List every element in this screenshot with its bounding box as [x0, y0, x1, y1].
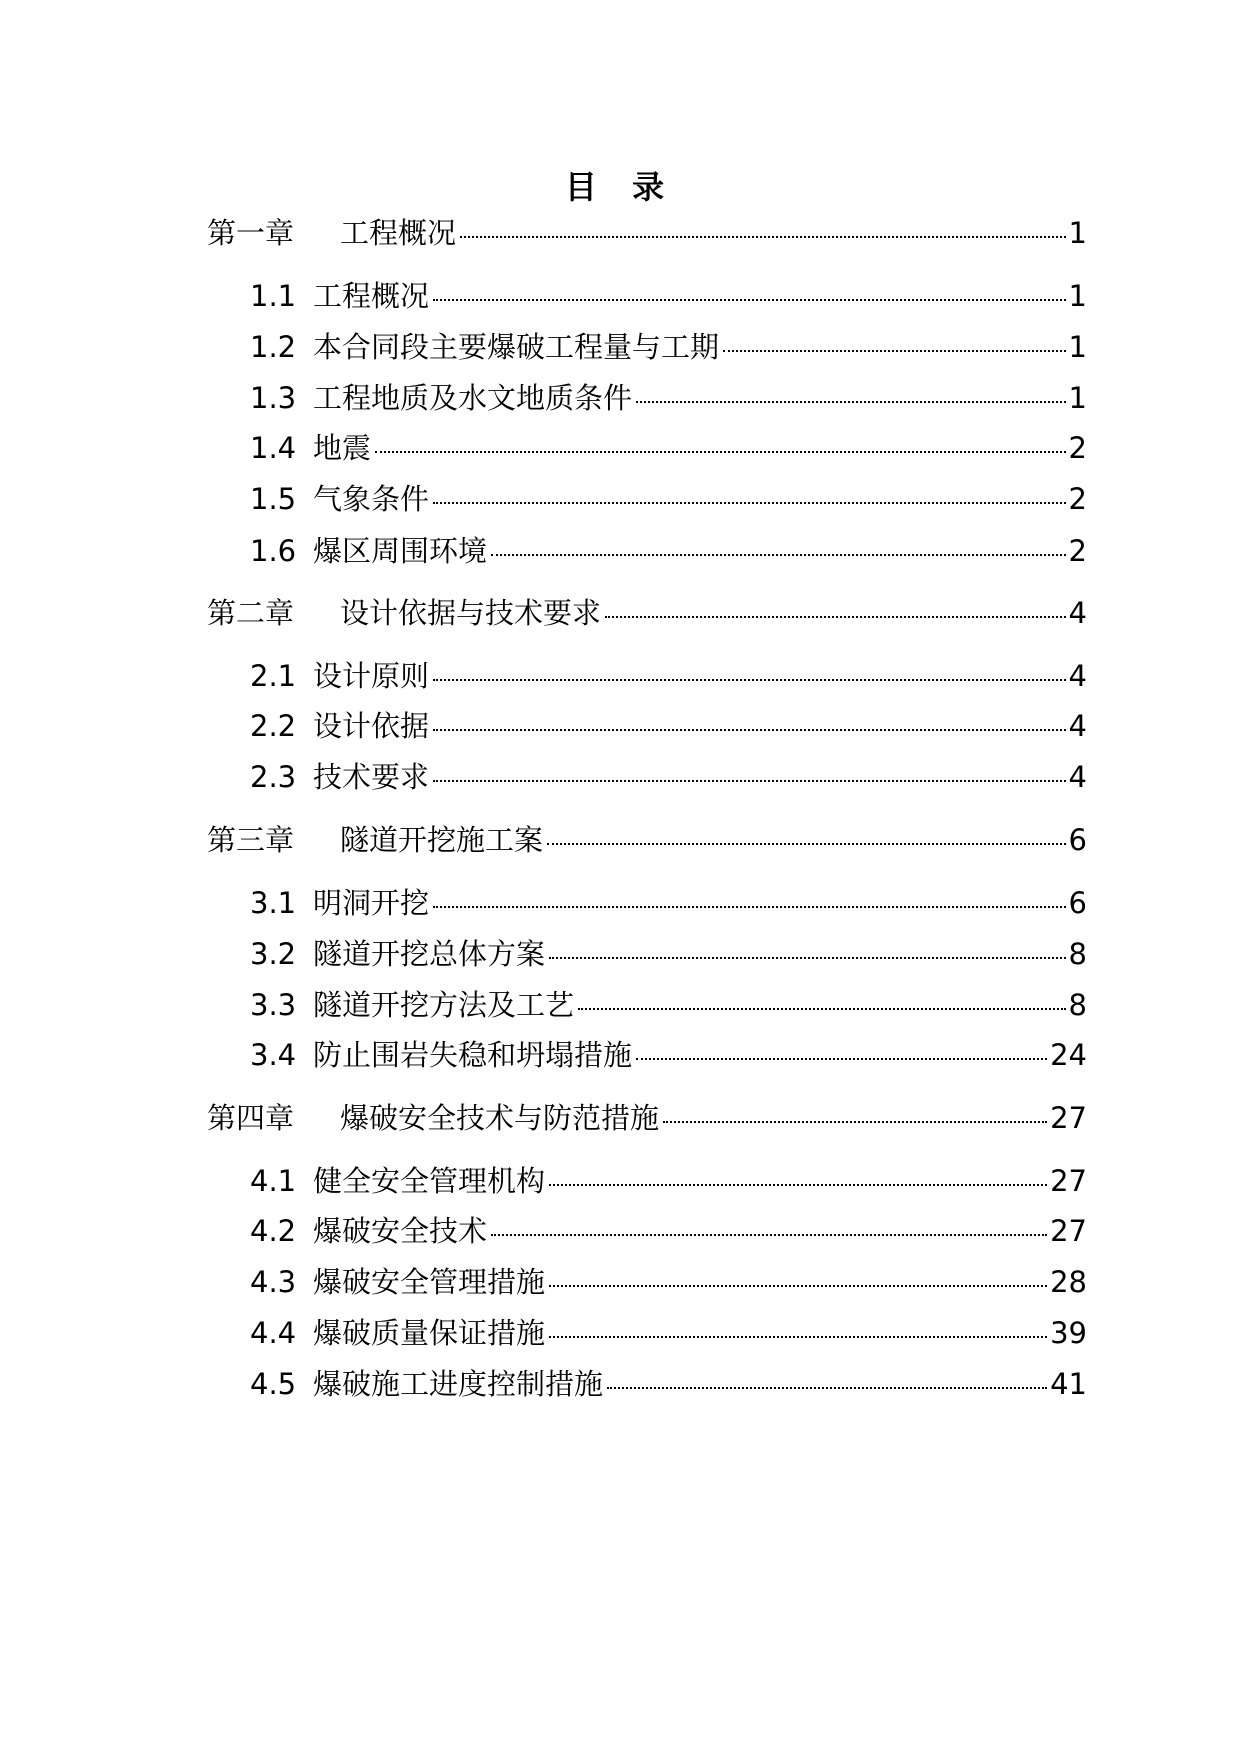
toc-dot-leader	[636, 401, 1066, 403]
toc-entry-label: 设计依据与技术要求	[340, 596, 602, 630]
toc-entry-number: 3.1	[250, 886, 297, 920]
toc-section-entry[interactable]	[250, 479, 1087, 519]
toc-section-entry[interactable]	[250, 1313, 1087, 1353]
toc-entry-page-number: 8	[1068, 937, 1087, 971]
toc-dot-leader	[607, 1387, 1047, 1389]
toc-entry-label: 爆破安全技术与防范措施	[340, 1101, 660, 1135]
toc-entry-number: 4.3	[250, 1265, 297, 1299]
toc-entry-page-number: 2	[1068, 431, 1087, 465]
toc-entry-page-number: 4	[1068, 596, 1087, 630]
toc-entry-label: 隧道开挖施工案	[340, 823, 544, 857]
toc-entry-page-number: 28	[1050, 1265, 1087, 1299]
toc-entry-label: 防止围岩失稳和坍塌措施	[313, 1038, 633, 1072]
toc-entry-label: 健全安全管理机构	[313, 1164, 546, 1198]
toc-dot-leader	[723, 350, 1066, 352]
toc-section-entry[interactable]	[250, 1161, 1087, 1201]
toc-section-entry[interactable]	[250, 276, 1087, 316]
toc-dot-leader	[605, 616, 1066, 618]
toc-entry-number: 第一章	[207, 216, 295, 250]
toc-entry-page-number: 1	[1068, 330, 1087, 364]
toc-entry-label: 爆破施工进度控制措施	[313, 1367, 604, 1401]
toc-dot-leader	[460, 236, 1066, 238]
toc-entry-number: 1.1	[250, 279, 297, 313]
toc-entry-number: 1.3	[250, 381, 297, 415]
toc-entry-number: 第二章	[207, 596, 295, 630]
toc-entry-page-number: 27	[1050, 1164, 1087, 1198]
toc-chapter-entry[interactable]	[207, 213, 1087, 253]
toc-entry-number: 4.4	[250, 1316, 297, 1350]
toc-entry-label: 技术要求	[313, 760, 430, 794]
toc-dot-leader	[578, 1008, 1066, 1010]
toc-entry-label: 设计原则	[313, 659, 430, 693]
toc-dot-leader	[433, 729, 1066, 731]
toc-dot-leader	[636, 1058, 1047, 1060]
toc-entry-number: 第三章	[207, 823, 295, 857]
toc-entry-page-number: 2	[1068, 534, 1087, 568]
toc-section-entry[interactable]	[250, 656, 1087, 696]
toc-dot-leader	[547, 843, 1066, 845]
toc-section-entry[interactable]	[250, 883, 1087, 923]
toc-entry-page-number: 24	[1050, 1038, 1087, 1072]
toc-entry-number: 第四章	[207, 1101, 295, 1135]
toc-entry-number: 2.1	[250, 659, 297, 693]
toc-entry-page-number: 6	[1068, 823, 1087, 857]
toc-dot-leader	[433, 780, 1066, 782]
toc-entry-number: 1.6	[250, 534, 297, 568]
toc-entry-page-number: 2	[1068, 482, 1087, 516]
toc-section-entry[interactable]	[250, 985, 1087, 1025]
toc-section-entry[interactable]	[250, 934, 1087, 974]
toc-section-entry[interactable]	[250, 428, 1087, 468]
toc-section-entry[interactable]	[250, 1035, 1087, 1075]
toc-entry-page-number: 1	[1068, 216, 1087, 250]
toc-entry-page-number: 6	[1068, 886, 1087, 920]
toc-entry-label: 气象条件	[313, 482, 430, 516]
toc-entry-number: 4.1	[250, 1164, 297, 1198]
toc-chapter-entry[interactable]	[207, 593, 1087, 633]
toc-entry-number: 2.2	[250, 709, 297, 743]
toc-entry-number: 2.3	[250, 760, 297, 794]
toc-dot-leader	[549, 1285, 1047, 1287]
toc-entry-number: 1.5	[250, 482, 297, 516]
toc-section-entry[interactable]	[250, 1262, 1087, 1302]
toc-entry-page-number: 1	[1068, 381, 1087, 415]
toc-entry-label: 爆破质量保证措施	[313, 1316, 546, 1350]
toc-entry-number: 1.2	[250, 330, 297, 364]
toc-section-entry[interactable]	[250, 706, 1087, 746]
toc-dot-leader	[433, 299, 1066, 301]
toc-entry-page-number: 4	[1068, 760, 1087, 794]
toc-entry-label: 设计依据	[313, 709, 430, 743]
toc-entry-label: 本合同段主要爆破工程量与工期	[313, 330, 720, 364]
toc-entry-label: 工程概况	[340, 216, 457, 250]
toc-entry-page-number: 4	[1068, 709, 1087, 743]
toc-entry-page-number: 41	[1050, 1367, 1087, 1401]
toc-entry-page-number: 39	[1050, 1316, 1087, 1350]
toc-entry-label: 隧道开挖方法及工艺	[313, 988, 575, 1022]
toc-dot-leader	[375, 451, 1066, 453]
toc-entry-label: 明洞开挖	[313, 886, 430, 920]
toc-chapter-entry[interactable]	[207, 820, 1087, 860]
toc-entry-number: 4.5	[250, 1367, 297, 1401]
toc-entry-page-number: 27	[1050, 1101, 1087, 1135]
toc-chapter-entry[interactable]	[207, 1098, 1087, 1138]
toc-section-entry[interactable]	[250, 378, 1087, 418]
toc-section-entry[interactable]	[250, 1364, 1087, 1404]
toc-dot-leader	[491, 554, 1066, 556]
toc-dot-leader	[491, 1234, 1047, 1236]
toc-entry-label: 爆区周围环境	[313, 534, 488, 568]
toc-dot-leader	[433, 679, 1066, 681]
toc-entry-label: 隧道开挖总体方案	[313, 937, 546, 971]
toc-dot-leader	[549, 1184, 1047, 1186]
toc-entry-page-number: 8	[1068, 988, 1087, 1022]
toc-entry-page-number: 4	[1068, 659, 1087, 693]
toc-dot-leader	[549, 1336, 1047, 1338]
toc-dot-leader	[433, 502, 1066, 504]
toc-entry-label: 地震	[313, 431, 372, 465]
toc-dot-leader	[433, 906, 1066, 908]
toc-section-entry[interactable]	[250, 531, 1087, 571]
toc-entry-label: 工程地质及水文地质条件	[313, 381, 633, 415]
toc-entry-number: 3.4	[250, 1038, 297, 1072]
toc-entry-label: 工程概况	[313, 279, 430, 313]
toc-section-entry[interactable]	[250, 757, 1087, 797]
toc-entry-label: 爆破安全管理措施	[313, 1265, 546, 1299]
toc-entry-number: 4.2	[250, 1214, 297, 1248]
toc-entry-number: 3.2	[250, 937, 297, 971]
toc-entry-number: 3.3	[250, 988, 297, 1022]
toc-dot-leader	[663, 1121, 1047, 1123]
toc-entry-page-number: 27	[1050, 1214, 1087, 1248]
toc-section-entry[interactable]	[250, 327, 1087, 367]
toc-dot-leader	[549, 957, 1066, 959]
toc-entry-number: 1.4	[250, 431, 297, 465]
toc-entry-label: 爆破安全技术	[313, 1214, 488, 1248]
toc-title: 目 录	[564, 168, 677, 206]
toc-section-entry[interactable]	[250, 1211, 1087, 1251]
toc-entry-page-number: 1	[1068, 279, 1087, 313]
